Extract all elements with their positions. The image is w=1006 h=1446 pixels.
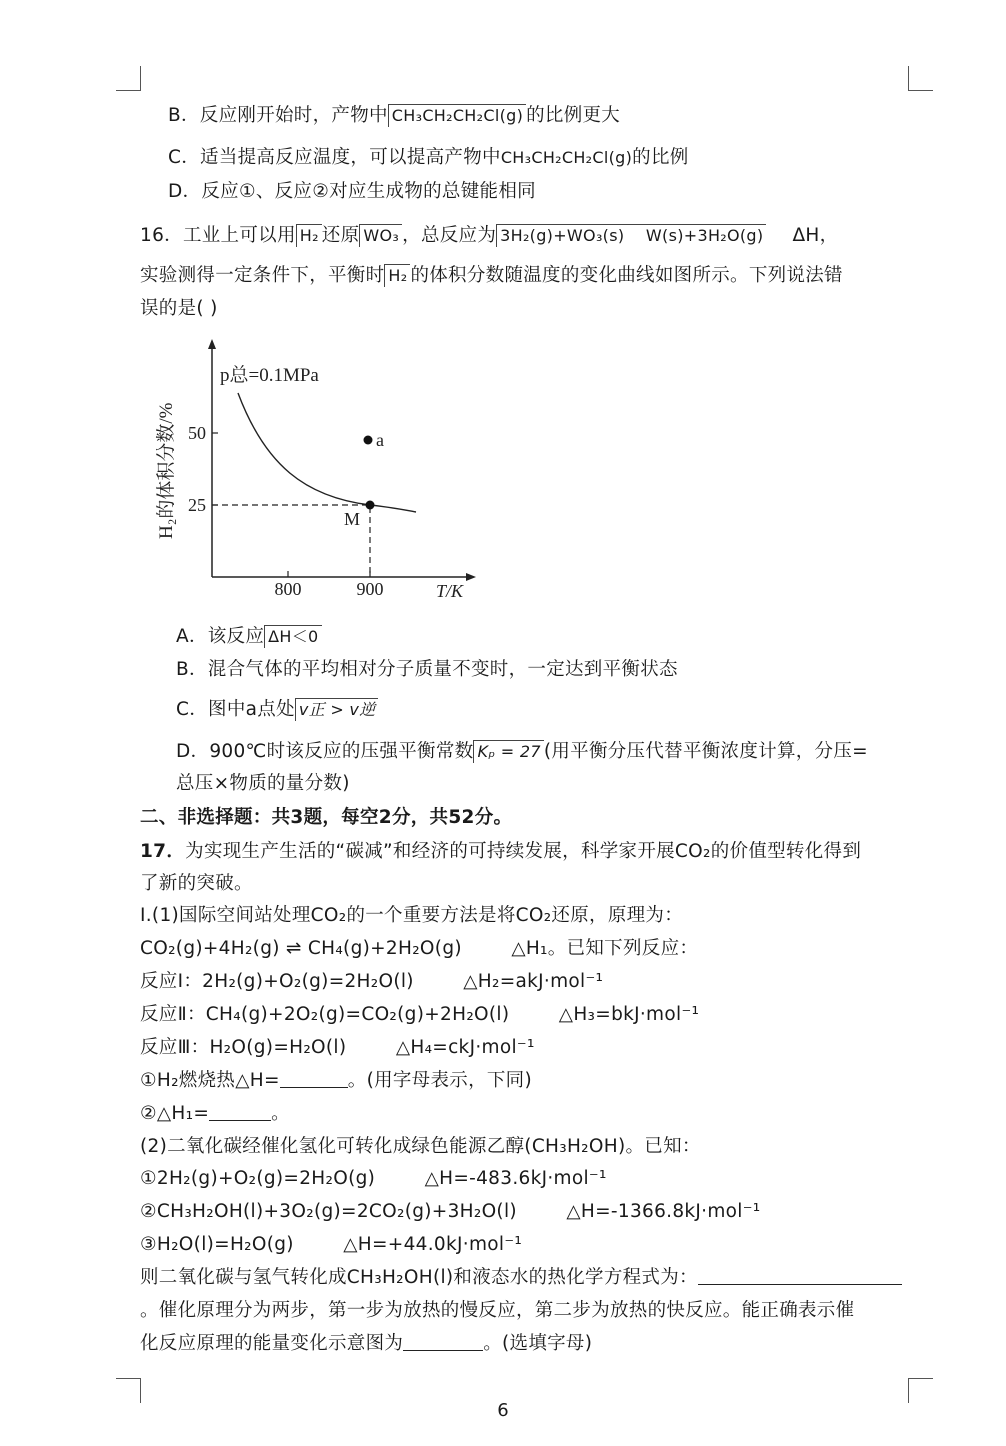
q17-stem-line1	[140, 840, 861, 864]
q17-ask3-text: 化反应原理的能量变化示意图为	[140, 1333, 404, 1354]
q16-text: 16．工业上可以用	[140, 225, 296, 246]
q17-number: 17．	[140, 841, 186, 862]
q15-c-text: C．适当提高反应温度，可以提高产物中	[168, 147, 501, 168]
q17-ask-line2: 。催化原理分为两步，第一步为放热的慢反应，第二步为放热的快反应。能正确表示催	[140, 1300, 855, 1321]
q16-a-formula: ΔH＜0	[264, 625, 321, 648]
q16-stem-line3: 误的是( )	[140, 298, 218, 319]
crop-mark-top-left	[116, 66, 141, 91]
q17-q2-answer-blank[interactable]	[209, 1102, 271, 1121]
q16-c-formula: v正 > v逆	[295, 698, 379, 721]
q16-l2-text: 实验测得一定条件下，平衡时	[140, 265, 385, 286]
q17-equation-answer-blank[interactable]	[698, 1266, 902, 1285]
y-axis-arrow	[208, 339, 216, 349]
x-tick-label-900: 900	[356, 579, 384, 599]
q16-stem-line1	[140, 224, 838, 248]
h2-fraction-graph	[140, 335, 500, 610]
q17-q1	[140, 1069, 532, 1093]
q16-a-text: A．该反应	[176, 626, 265, 647]
y-tick-label-25: 25	[188, 495, 206, 515]
equilibrium-curve	[238, 393, 416, 512]
q16-text-2: 还原	[321, 225, 360, 246]
q17-q1-answer-blank[interactable]	[280, 1069, 348, 1088]
q16-option-d	[176, 740, 868, 764]
y-axis-label: H₂的体积分数/%	[156, 402, 177, 539]
q15-option-c	[168, 146, 689, 170]
q16-d-formula: Kₚ = 27	[473, 740, 543, 763]
page-number: 6	[497, 1400, 509, 1421]
q17-q2-text: ②△H₁=	[140, 1103, 210, 1124]
q16-option-d-line2: 总压×物质的量分数)	[176, 773, 350, 794]
q16-stem-line2	[140, 264, 843, 288]
q17-given-3: ③H₂O(l)=H₂O(g) △H=+44.0kJ·mol⁻¹	[140, 1234, 523, 1255]
q17-q2	[140, 1102, 290, 1126]
q16-h2-formula: H₂	[296, 224, 322, 247]
q16-wo3-formula: WO₃	[359, 224, 402, 247]
q16-d-text-end: (用平衡分压代替平衡浓度计算，分压=	[543, 741, 868, 762]
q16-delta-h: ΔH，	[792, 225, 839, 246]
q17-ask-line3	[140, 1332, 592, 1356]
q17-text: 为实现生产生活的“碳减”和经济的可持续发展，科学家开展CO₂的价值型转化得到	[185, 841, 862, 862]
q17-q1-text: ①H₂燃烧热△H=	[140, 1070, 280, 1091]
q17-q1-text-end: 。(用字母表示，下同)	[347, 1070, 533, 1091]
q16-text-3: ，总反应为	[402, 225, 497, 246]
crop-mark-top-right	[908, 66, 933, 91]
q16-option-b: B．混合气体的平均相对分子质量不变时，一定达到平衡状态	[176, 659, 678, 680]
q17-ask-line1	[140, 1266, 902, 1290]
x-axis-arrow	[466, 573, 476, 581]
section-2-heading: 二、非选择题：共3题，每空2分，共52分。	[140, 807, 513, 828]
q17-ask-text: 则二氧化碳与氢气转化成CH₃H₂OH(l)和液态水的热化学方程式为：	[140, 1267, 698, 1288]
point-a-label: a	[376, 430, 384, 450]
q15-option-b	[168, 104, 620, 128]
q17-reaction-3: 反应Ⅲ：H₂O(g)=H₂O(l) △H₄=ckJ·mol⁻¹	[140, 1037, 535, 1058]
q17-diagram-answer-blank[interactable]	[403, 1332, 483, 1351]
point-m	[366, 501, 375, 510]
q15-c-formula: CH₃CH₂CH₂Cl(g)	[500, 148, 633, 167]
q15-c-text-end: 的比例	[632, 147, 689, 168]
q16-l2-h2: H₂	[384, 264, 410, 287]
q17-stem-line2: 了新的突破。	[140, 873, 253, 894]
q15-b-formula: CH₃CH₂CH₂Cl(g)	[388, 104, 526, 127]
q16-l2-text-end: 的体积分数随温度的变化曲线如图所示。下列说法错	[410, 265, 843, 286]
y-tick-label-50: 50	[188, 423, 206, 443]
q15-b-text: B．反应刚开始时，产物中	[168, 105, 388, 126]
x-axis-label: T/K	[436, 581, 464, 601]
q16-d-text: D．900℃时该反应的压强平衡常数	[176, 741, 474, 762]
q17-given-1: ①2H₂(g)+O₂(g)=2H₂O(g) △H=-483.6kJ·mol⁻¹	[140, 1168, 607, 1189]
q16-option-c	[176, 698, 378, 722]
point-a	[364, 436, 373, 445]
q16-option-a	[176, 625, 322, 649]
q17-part2-intro: (2)二氧化碳经催化氢化可转化成绿色能源乙醇(CH₃H₂OH)。已知：	[140, 1136, 701, 1157]
q17-ask3-text-end: 。(选填字母)	[483, 1333, 593, 1354]
q17-q2-text-end: 。	[271, 1103, 290, 1124]
q17-reaction-2: 反应Ⅱ：CH₄(g)+2O₂(g)=CO₂(g)+2H₂O(l) △H₃=bkJ·mol⁻¹	[140, 1004, 700, 1025]
q15-b-text-end: 的比例更大	[526, 105, 621, 126]
point-m-label: M	[344, 509, 361, 529]
q17-given-2: ②CH₃H₂OH(l)+3O₂(g)=2CO₂(g)+3H₂O(l) △H=-1366.8kJ·mol⁻¹	[140, 1201, 761, 1222]
q17-main-equation: CO₂(g)+4H₂(g) ⇌ CH₄(g)+2H₂O(g) △H₁。已知下列反应：	[140, 938, 699, 959]
q17-reaction-1: 反应Ⅰ：2H₂(g)+O₂(g)=2H₂O(l) △H₂=akJ·mol⁻¹	[140, 971, 604, 992]
pressure-label: p总=0.1MPa	[220, 365, 319, 386]
q17-part1-intro: Ⅰ.(1)国际空间站处理CO₂的一个重要方法是将CO₂还原，原理为：	[140, 905, 684, 926]
q16-c-text: C．图中a点处	[176, 699, 295, 720]
q16-equation: 3H₂(g)+WO₃(s) W(s)+3H₂O(g)	[496, 224, 766, 247]
x-tick-label-800: 800	[274, 579, 302, 599]
q15-option-d: D．反应①、反应②对应生成物的总键能相同	[168, 181, 536, 202]
